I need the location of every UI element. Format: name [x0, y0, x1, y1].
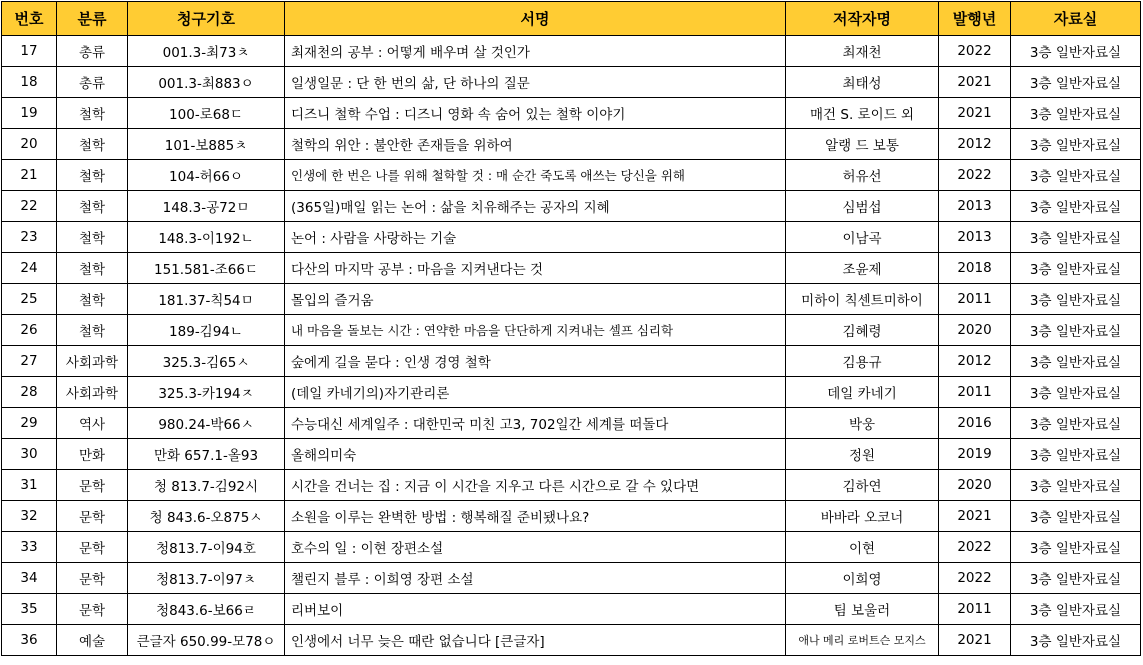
cell-title: 인생에 한 번은 나를 위해 철학할 것 : 매 순간 죽도록 애쓰는 당신을 위해	[285, 160, 786, 191]
table-row	[2, 439, 1141, 470]
cell-author: 이희영	[786, 563, 939, 594]
cell-author: 최재천	[786, 36, 939, 67]
cell-number: 17	[2, 36, 57, 67]
cell-room: 3층 일반자료실	[1011, 160, 1141, 191]
cell-category: 철학	[57, 284, 128, 315]
cell-category: 만화	[57, 439, 128, 470]
cell-year: 2020	[939, 315, 1011, 346]
table-row	[2, 532, 1141, 563]
cell-number: 20	[2, 129, 57, 160]
cell-call-number: 325.3-카194ㅈ	[128, 377, 285, 408]
cell-year: 2021	[939, 98, 1011, 129]
cell-title: 디즈니 철학 수업 : 디즈니 영화 속 숨어 있는 철학 이야기	[285, 98, 786, 129]
cell-number: 18	[2, 67, 57, 98]
cell-year: 2012	[939, 129, 1011, 160]
cell-category: 총류	[57, 36, 128, 67]
cell-year: 2019	[939, 439, 1011, 470]
column-header-year: 발행년	[939, 2, 1011, 36]
cell-call-number: 큰글자 650.99-모78ㅇ	[128, 625, 285, 656]
cell-number: 24	[2, 253, 57, 284]
table-row	[2, 594, 1141, 625]
cell-year: 2013	[939, 191, 1011, 222]
cell-room: 3층 일반자료실	[1011, 470, 1141, 501]
cell-title: 올해의미숙	[285, 439, 786, 470]
cell-number: 35	[2, 594, 57, 625]
table-row	[2, 625, 1141, 656]
cell-title: (데일 카네기의)자기관리론	[285, 377, 786, 408]
cell-category: 철학	[57, 129, 128, 160]
cell-number: 25	[2, 284, 57, 315]
cell-room: 3층 일반자료실	[1011, 284, 1141, 315]
cell-call-number: 151.581-조66ㄷ	[128, 253, 285, 284]
cell-title: 몰입의 즐거움	[285, 284, 786, 315]
cell-year: 2011	[939, 284, 1011, 315]
column-header-title: 서명	[285, 2, 786, 36]
cell-room: 3층 일반자료실	[1011, 98, 1141, 129]
cell-category: 문학	[57, 594, 128, 625]
cell-category: 예술	[57, 625, 128, 656]
column-header-number: 번호	[2, 2, 57, 36]
cell-title: 숲에게 길을 묻다 : 인생 경영 철학	[285, 346, 786, 377]
table-row	[2, 36, 1141, 67]
cell-number: 22	[2, 191, 57, 222]
cell-year: 2011	[939, 377, 1011, 408]
table-row	[2, 284, 1141, 315]
cell-year: 2012	[939, 346, 1011, 377]
column-header-call-number: 청구기호	[128, 2, 285, 36]
cell-author: 매건 S. 로이드 외	[786, 98, 939, 129]
cell-room: 3층 일반자료실	[1011, 439, 1141, 470]
cell-call-number: 325.3-김65ㅅ	[128, 346, 285, 377]
cell-call-number: 980.24-박66ㅅ	[128, 408, 285, 439]
table-row	[2, 501, 1141, 532]
cell-category: 철학	[57, 160, 128, 191]
cell-year: 2021	[939, 67, 1011, 98]
cell-author: 김하연	[786, 470, 939, 501]
cell-title: 내 마음을 돌보는 시간 : 연약한 마음을 단단하게 지켜내는 셀프 심리학	[285, 315, 786, 346]
cell-call-number: 148.3-공72ㅁ	[128, 191, 285, 222]
table-row	[2, 222, 1141, 253]
cell-number: 21	[2, 160, 57, 191]
cell-category: 문학	[57, 470, 128, 501]
cell-author: 데일 카네기	[786, 377, 939, 408]
cell-title: 호수의 일 : 이현 장편소설	[285, 532, 786, 563]
cell-number: 34	[2, 563, 57, 594]
cell-author: 정원	[786, 439, 939, 470]
cell-call-number: 104-허66ㅇ	[128, 160, 285, 191]
cell-year: 2022	[939, 160, 1011, 191]
cell-call-number: 101-보885ㅊ	[128, 129, 285, 160]
cell-year: 2021	[939, 625, 1011, 656]
cell-author: 미하이 칙센트미하이	[786, 284, 939, 315]
cell-title: 다산의 마지막 공부 : 마음을 지켜낸다는 것	[285, 253, 786, 284]
cell-category: 철학	[57, 222, 128, 253]
cell-title: 논어 : 사람을 사랑하는 기술	[285, 222, 786, 253]
cell-title: 인생에서 너무 늦은 때란 없습니다 [큰글자]	[285, 625, 786, 656]
cell-room: 3층 일반자료실	[1011, 377, 1141, 408]
cell-author: 이현	[786, 532, 939, 563]
cell-title: 철학의 위안 : 불안한 존재들을 위하여	[285, 129, 786, 160]
table-row	[2, 563, 1141, 594]
cell-number: 36	[2, 625, 57, 656]
cell-year: 2022	[939, 36, 1011, 67]
table-body	[2, 36, 1141, 656]
cell-number: 27	[2, 346, 57, 377]
cell-room: 3층 일반자료실	[1011, 36, 1141, 67]
cell-call-number: 001.3-최73ㅊ	[128, 36, 285, 67]
cell-room: 3층 일반자료실	[1011, 563, 1141, 594]
cell-room: 3층 일반자료실	[1011, 594, 1141, 625]
cell-room: 3층 일반자료실	[1011, 625, 1141, 656]
cell-room: 3층 일반자료실	[1011, 346, 1141, 377]
cell-number: 33	[2, 532, 57, 563]
cell-room: 3층 일반자료실	[1011, 253, 1141, 284]
cell-category: 철학	[57, 315, 128, 346]
cell-author: 애나 메리 로버트슨 모지스	[786, 625, 939, 656]
cell-year: 2018	[939, 253, 1011, 284]
cell-number: 23	[2, 222, 57, 253]
cell-call-number: 청813.7-이97ㅊ	[128, 563, 285, 594]
cell-author: 알랭 드 보통	[786, 129, 939, 160]
cell-author: 심범섭	[786, 191, 939, 222]
table-row	[2, 98, 1141, 129]
cell-room: 3층 일반자료실	[1011, 408, 1141, 439]
cell-room: 3층 일반자료실	[1011, 501, 1141, 532]
column-header-category: 분류	[57, 2, 128, 36]
cell-call-number: 181.37-칙54ㅁ	[128, 284, 285, 315]
cell-category: 문학	[57, 563, 128, 594]
cell-title: 수능대신 세계일주 : 대한민국 미친 고3, 702일간 세계를 떠돌다	[285, 408, 786, 439]
table-row	[2, 470, 1141, 501]
cell-title: 시간을 건너는 집 : 지금 이 시간을 지우고 다른 시간으로 갈 수 있다면	[285, 470, 786, 501]
cell-number: 26	[2, 315, 57, 346]
cell-author: 박웅	[786, 408, 939, 439]
column-header-room: 자료실	[1011, 2, 1141, 36]
cell-category: 사회과학	[57, 346, 128, 377]
cell-number: 32	[2, 501, 57, 532]
table-row	[2, 160, 1141, 191]
cell-number: 30	[2, 439, 57, 470]
cell-number: 29	[2, 408, 57, 439]
cell-year: 2020	[939, 470, 1011, 501]
cell-title: 리버보이	[285, 594, 786, 625]
column-header-author: 저작자명	[786, 2, 939, 36]
cell-title: (365일)매일 읽는 논어 : 삶을 치유해주는 공자의 지혜	[285, 191, 786, 222]
cell-year: 2022	[939, 532, 1011, 563]
table-row	[2, 315, 1141, 346]
cell-author: 조윤제	[786, 253, 939, 284]
cell-category: 철학	[57, 98, 128, 129]
cell-call-number: 청 813.7-김92시	[128, 470, 285, 501]
cell-category: 총류	[57, 67, 128, 98]
cell-author: 허유선	[786, 160, 939, 191]
cell-number: 28	[2, 377, 57, 408]
table-row	[2, 377, 1141, 408]
book-list-table	[1, 1, 1141, 656]
cell-category: 문학	[57, 532, 128, 563]
cell-author: 팀 보울러	[786, 594, 939, 625]
table-row	[2, 129, 1141, 160]
cell-call-number: 청 843.6-오875ㅅ	[128, 501, 285, 532]
cell-category: 역사	[57, 408, 128, 439]
table-row	[2, 346, 1141, 377]
cell-author: 이남곡	[786, 222, 939, 253]
cell-year: 2011	[939, 594, 1011, 625]
cell-year: 2013	[939, 222, 1011, 253]
cell-year: 2016	[939, 408, 1011, 439]
cell-room: 3층 일반자료실	[1011, 222, 1141, 253]
cell-call-number: 청843.6-보66ㄹ	[128, 594, 285, 625]
cell-year: 2021	[939, 501, 1011, 532]
cell-title: 최재천의 공부 : 어떻게 배우며 살 것인가	[285, 36, 786, 67]
cell-title: 일생일문 : 단 한 번의 삶, 단 하나의 질문	[285, 67, 786, 98]
cell-room: 3층 일반자료실	[1011, 67, 1141, 98]
cell-call-number: 청813.7-이94호	[128, 532, 285, 563]
cell-title: 소원을 이루는 완벽한 방법 : 행복해질 준비됐나요?	[285, 501, 786, 532]
table-row	[2, 67, 1141, 98]
cell-category: 철학	[57, 191, 128, 222]
cell-category: 사회과학	[57, 377, 128, 408]
cell-call-number: 148.3-이192ㄴ	[128, 222, 285, 253]
cell-author: 바바라 오코너	[786, 501, 939, 532]
cell-call-number: 189-김94ㄴ	[128, 315, 285, 346]
cell-author: 최태성	[786, 67, 939, 98]
cell-title: 챌린지 블루 : 이희영 장편 소설	[285, 563, 786, 594]
cell-call-number: 100-로68ㄷ	[128, 98, 285, 129]
cell-year: 2022	[939, 563, 1011, 594]
cell-room: 3층 일반자료실	[1011, 191, 1141, 222]
cell-call-number: 만화 657.1-올93	[128, 439, 285, 470]
cell-category: 철학	[57, 253, 128, 284]
cell-room: 3층 일반자료실	[1011, 315, 1141, 346]
cell-number: 19	[2, 98, 57, 129]
header-row	[2, 2, 1141, 36]
cell-room: 3층 일반자료실	[1011, 129, 1141, 160]
table-row	[2, 191, 1141, 222]
cell-category: 문학	[57, 501, 128, 532]
cell-author: 김용규	[786, 346, 939, 377]
cell-author: 김혜령	[786, 315, 939, 346]
table-row	[2, 253, 1141, 284]
cell-number: 31	[2, 470, 57, 501]
cell-room: 3층 일반자료실	[1011, 532, 1141, 563]
table-row	[2, 408, 1141, 439]
cell-call-number: 001.3-최883ㅇ	[128, 67, 285, 98]
